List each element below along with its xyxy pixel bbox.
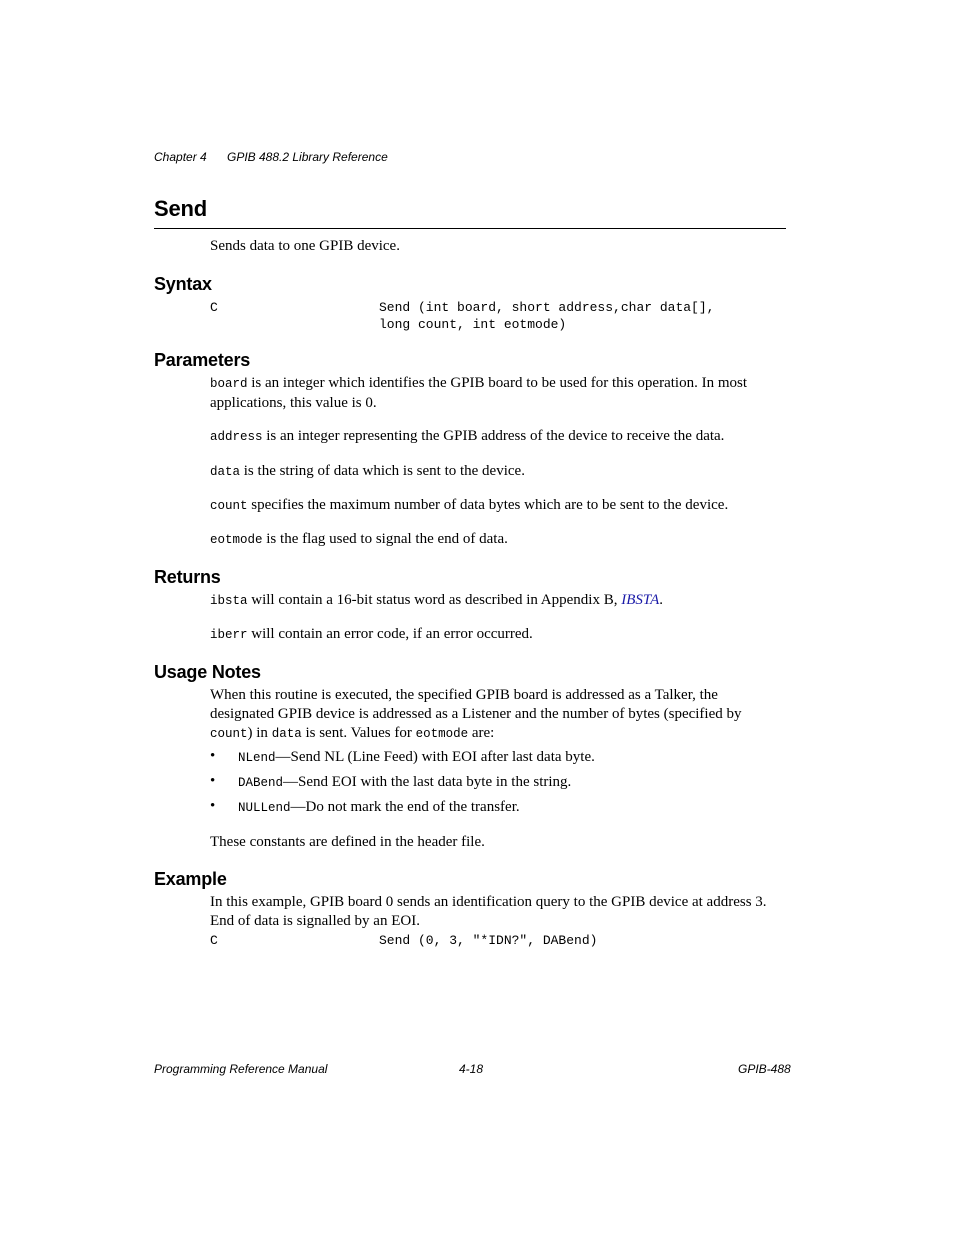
iberr-name: iberr xyxy=(210,628,248,642)
returns-heading: Returns xyxy=(154,567,221,587)
ibsta-name: ibsta xyxy=(210,594,248,608)
param-eotmode xyxy=(210,530,786,550)
param-description: specifies the maximum number of data bytes which are to be sent to the device. xyxy=(247,497,729,513)
param-count xyxy=(210,496,786,516)
bullet-item-nullend xyxy=(238,798,520,818)
usage-line-2: designated GPIB device is addressed as a Listener and the number of bytes (specified by xyxy=(210,706,742,722)
footer-product: GPIB-488 xyxy=(738,1062,791,1076)
example-heading: Example xyxy=(154,869,227,889)
bullet-marker: • xyxy=(210,798,216,814)
page-title: Send xyxy=(154,196,207,221)
usage-text: ) in xyxy=(247,725,272,741)
param-name: address xyxy=(210,430,263,444)
example-line-1: In this example, GPIB board 0 sends an identification query to the GPIB device at address 3. xyxy=(210,894,767,910)
header-chapter: Chapter 4 xyxy=(154,150,207,164)
example-language: C xyxy=(210,933,218,948)
param-description: is the flag used to signal the end of data. xyxy=(262,531,508,547)
param-board xyxy=(210,374,786,413)
example-code: Send (0, 3, "*IDN?", DABend) xyxy=(379,933,598,948)
bullet-text: —Send NL (Line Feed) with EOI after last data byte. xyxy=(275,749,595,765)
bullet-code: DABend xyxy=(238,776,284,790)
ibsta-description: will contain a 16-bit status word as described in Appendix B, xyxy=(247,592,622,608)
header-section: GPIB 488.2 Library Reference xyxy=(227,150,388,164)
footer-manual-title: Programming Reference Manual xyxy=(154,1062,328,1076)
title-divider xyxy=(154,228,786,229)
returns-ibsta xyxy=(210,591,786,611)
param-name: data xyxy=(210,465,241,479)
footer-page-number: 4-18 xyxy=(459,1062,484,1076)
parameters-heading: Parameters xyxy=(154,350,251,370)
usage-code-data: data xyxy=(271,727,302,741)
param-name: eotmode xyxy=(210,533,263,547)
syntax-language: C xyxy=(210,300,218,315)
ibsta-period: . xyxy=(659,592,664,608)
usage-line-1: When this routine is executed, the specified GPIB board is addressed as a Talker, the xyxy=(210,687,718,703)
usage-code-eotmode: eotmode xyxy=(415,727,469,741)
function-summary: Sends data to one GPIB device. xyxy=(210,238,400,254)
param-data xyxy=(210,462,786,482)
usage-text: are: xyxy=(468,725,495,741)
param-address xyxy=(210,427,786,447)
param-name: board xyxy=(210,377,248,391)
bullet-text: —Do not mark the end of the transfer. xyxy=(290,799,520,815)
usage-line-3 xyxy=(210,724,786,744)
example-line-2: End of data is signalled by an EOI. xyxy=(210,913,420,929)
usage-closing: These constants are defined in the header file. xyxy=(210,834,485,850)
bullet-code: NLend xyxy=(238,751,276,765)
bullet-text: —Send EOI with the last data byte in the string. xyxy=(283,774,572,790)
syntax-line-2: long count, int eotmode) xyxy=(379,317,567,332)
syntax-line-1: Send (int board, short address,char data[], xyxy=(379,300,715,315)
param-name: count xyxy=(210,499,248,513)
usage-notes-heading: Usage Notes xyxy=(154,662,261,682)
syntax-heading: Syntax xyxy=(154,274,212,294)
iberr-description: will contain an error code, if an error occurred. xyxy=(247,626,533,642)
usage-paragraph xyxy=(210,686,786,744)
param-description: is an integer representing the GPIB address of the device to receive the data. xyxy=(262,428,725,444)
param-description: is the string of data which is sent to the device. xyxy=(240,463,525,479)
bullet-marker: • xyxy=(210,748,216,764)
usage-code-count: count xyxy=(210,727,248,741)
bullet-item-nlend xyxy=(238,748,595,768)
example-description xyxy=(210,893,786,931)
param-description: is an integer which identifies the GPIB board to be used for this operation. In most applications, this value is 0. xyxy=(210,375,747,411)
running-header xyxy=(154,150,388,164)
bullet-code: NULLend xyxy=(238,801,291,815)
usage-text: is sent. Values for xyxy=(301,725,416,741)
returns-iberr xyxy=(210,625,786,645)
bullet-item-dabend xyxy=(238,773,571,793)
bullet-marker: • xyxy=(210,773,216,789)
ibsta-link[interactable]: IBSTA xyxy=(621,592,660,608)
